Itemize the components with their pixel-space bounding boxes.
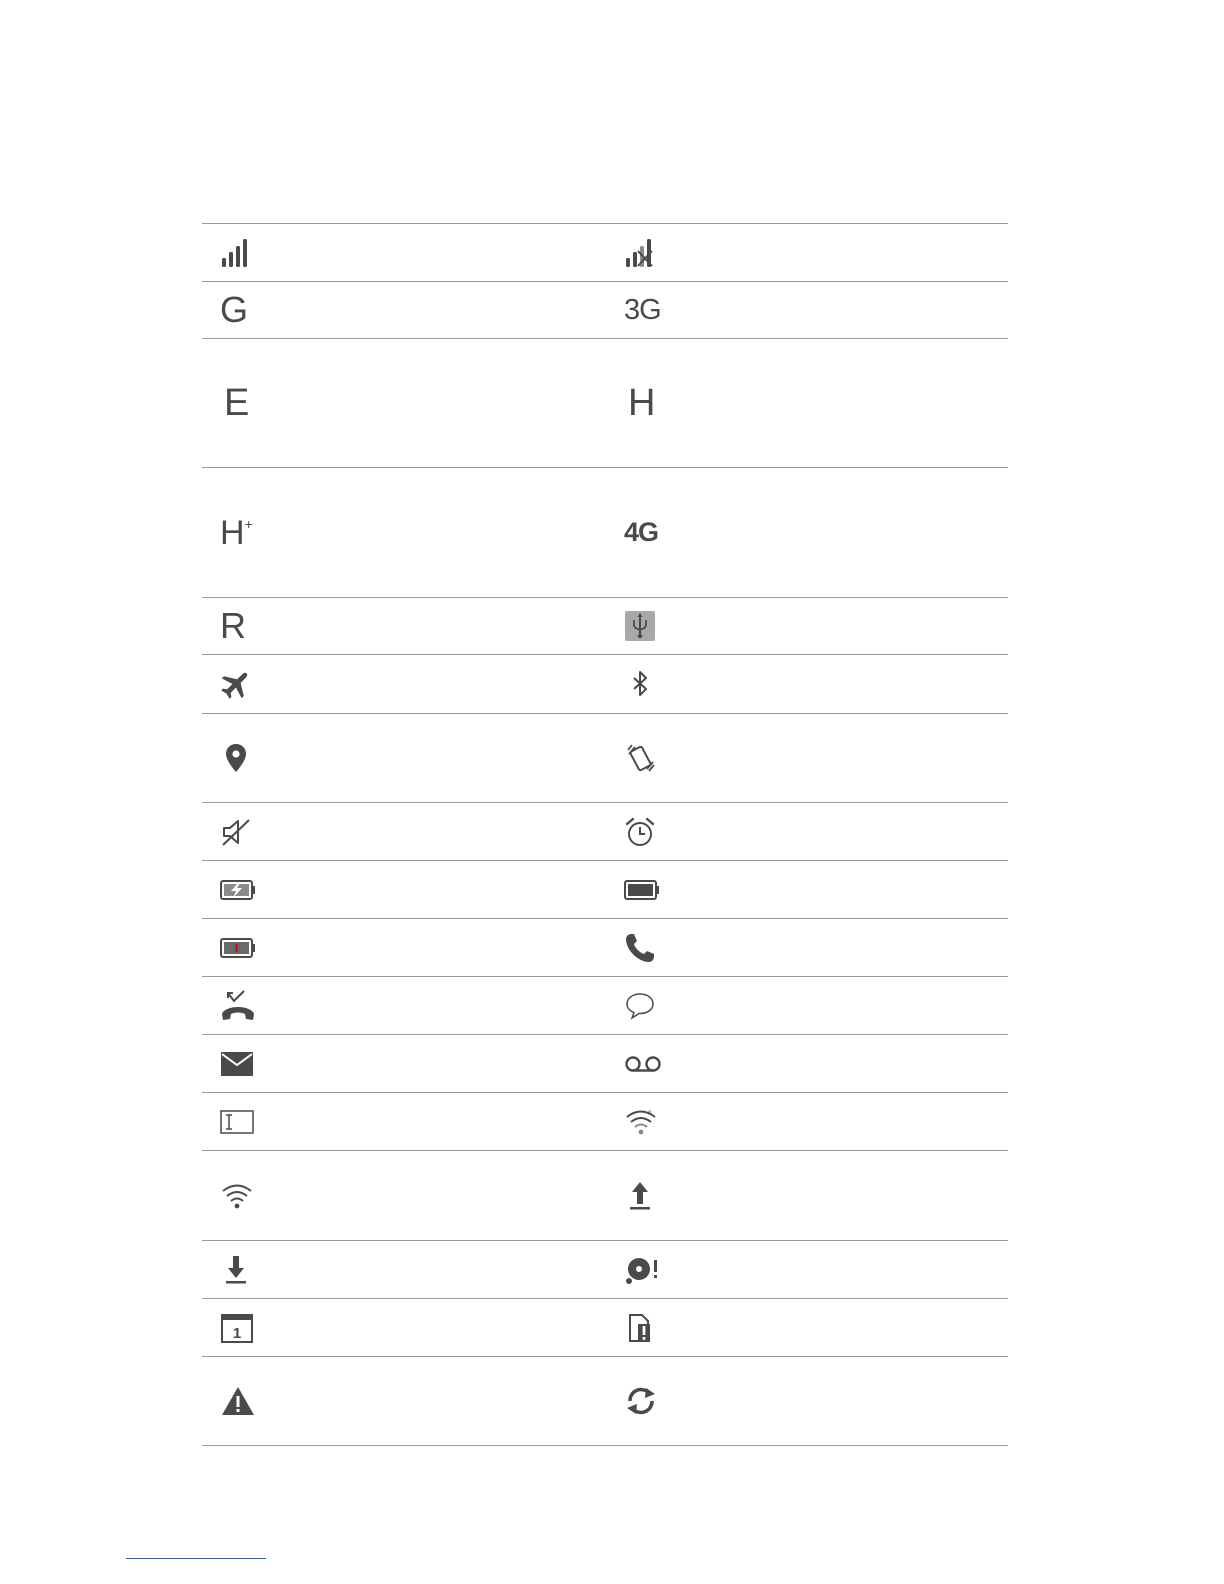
table-cell — [604, 1176, 1008, 1216]
airplane-mode-icon — [220, 664, 260, 704]
missed-call-icon — [220, 986, 260, 1026]
edge-network-icon: E — [224, 382, 250, 424]
table-cell — [202, 870, 604, 910]
table-cell — [604, 1250, 1008, 1290]
svg-text:?: ? — [648, 1110, 652, 1117]
table-cell — [202, 664, 604, 704]
table-row — [202, 1151, 1008, 1241]
table-cell — [202, 233, 604, 273]
4g-network-icon: 4G — [624, 517, 659, 547]
wifi-available-icon — [624, 1102, 664, 1142]
table-cell — [604, 606, 1008, 646]
silent-mode-icon — [220, 812, 260, 852]
status-icon-table — [202, 223, 1008, 1446]
table-cell — [202, 1250, 604, 1290]
roaming-icon: R — [220, 605, 246, 646]
hspa-plus-network-icon — [220, 513, 260, 553]
table-row — [202, 655, 1008, 714]
battery-low-icon — [220, 928, 260, 968]
table-cell — [202, 290, 604, 330]
table-cell — [604, 290, 1008, 330]
table-row — [202, 224, 1008, 282]
table-cell — [202, 606, 604, 646]
uploading-icon — [624, 1176, 664, 1216]
new-email-icon — [220, 1044, 260, 1084]
table-row — [202, 1093, 1008, 1151]
table-row — [202, 468, 1008, 598]
table-row — [202, 1035, 1008, 1093]
table-cell — [202, 1381, 604, 1421]
battery-charging-icon — [220, 870, 260, 910]
warning-icon — [220, 1381, 260, 1421]
table-cell — [202, 812, 604, 852]
table-cell — [604, 233, 1008, 273]
table-cell — [604, 738, 1008, 778]
signal-strength-icon — [220, 233, 260, 273]
table-row — [202, 803, 1008, 861]
table-row — [202, 1241, 1008, 1299]
table-row — [202, 598, 1008, 655]
storage-full-icon — [624, 1250, 664, 1290]
table-cell — [202, 1176, 604, 1216]
table-cell — [604, 1308, 1008, 1348]
location-icon — [220, 738, 260, 778]
table-cell — [202, 1044, 604, 1084]
new-message-icon — [624, 986, 664, 1026]
table-cell — [202, 928, 604, 968]
alarm-icon — [624, 812, 664, 852]
wifi-connected-icon — [220, 1176, 260, 1216]
hspa-plus-superscript: + — [244, 515, 253, 532]
gprs-network-icon: G — [220, 289, 249, 330]
call-in-progress-icon — [624, 928, 664, 968]
usb-icon — [624, 606, 664, 646]
table-cell — [604, 1044, 1008, 1084]
table-cell — [202, 1308, 604, 1348]
table-row — [202, 714, 1008, 803]
table-cell — [604, 870, 1008, 910]
sim-card-error-icon — [624, 1308, 664, 1348]
calendar-day-number: 1 — [232, 1324, 242, 1342]
vibrate-mode-icon — [624, 738, 664, 778]
table-row — [202, 1299, 1008, 1357]
table-row — [202, 977, 1008, 1035]
syncing-icon — [624, 1381, 664, 1421]
upcoming-event-icon — [220, 1308, 260, 1348]
table-cell — [604, 383, 1008, 423]
table-row — [202, 339, 1008, 468]
input-method-icon — [220, 1102, 260, 1142]
3g-network-icon: 3G — [624, 293, 661, 326]
table-cell — [202, 738, 604, 778]
table-cell — [604, 986, 1008, 1026]
footer-link-underline[interactable] — [126, 1558, 266, 1559]
table-cell — [604, 513, 1008, 553]
table-cell — [604, 664, 1008, 704]
table-cell — [604, 1102, 1008, 1142]
table-cell — [604, 928, 1008, 968]
table-row — [202, 282, 1008, 339]
table-cell — [202, 513, 604, 553]
hspa-network-icon: H — [628, 382, 656, 424]
table-cell — [202, 986, 604, 1026]
downloading-icon — [220, 1250, 260, 1290]
no-signal-icon — [624, 233, 664, 273]
table-row — [202, 861, 1008, 919]
table-cell — [202, 1102, 604, 1142]
table-row — [202, 1357, 1008, 1446]
battery-full-icon — [624, 870, 664, 910]
table-cell — [604, 1381, 1008, 1421]
table-cell — [604, 812, 1008, 852]
bluetooth-icon — [624, 664, 664, 704]
table-row — [202, 919, 1008, 977]
table-cell — [202, 383, 604, 423]
hspa-plus-letter: H — [220, 513, 245, 552]
voicemail-icon — [624, 1044, 664, 1084]
